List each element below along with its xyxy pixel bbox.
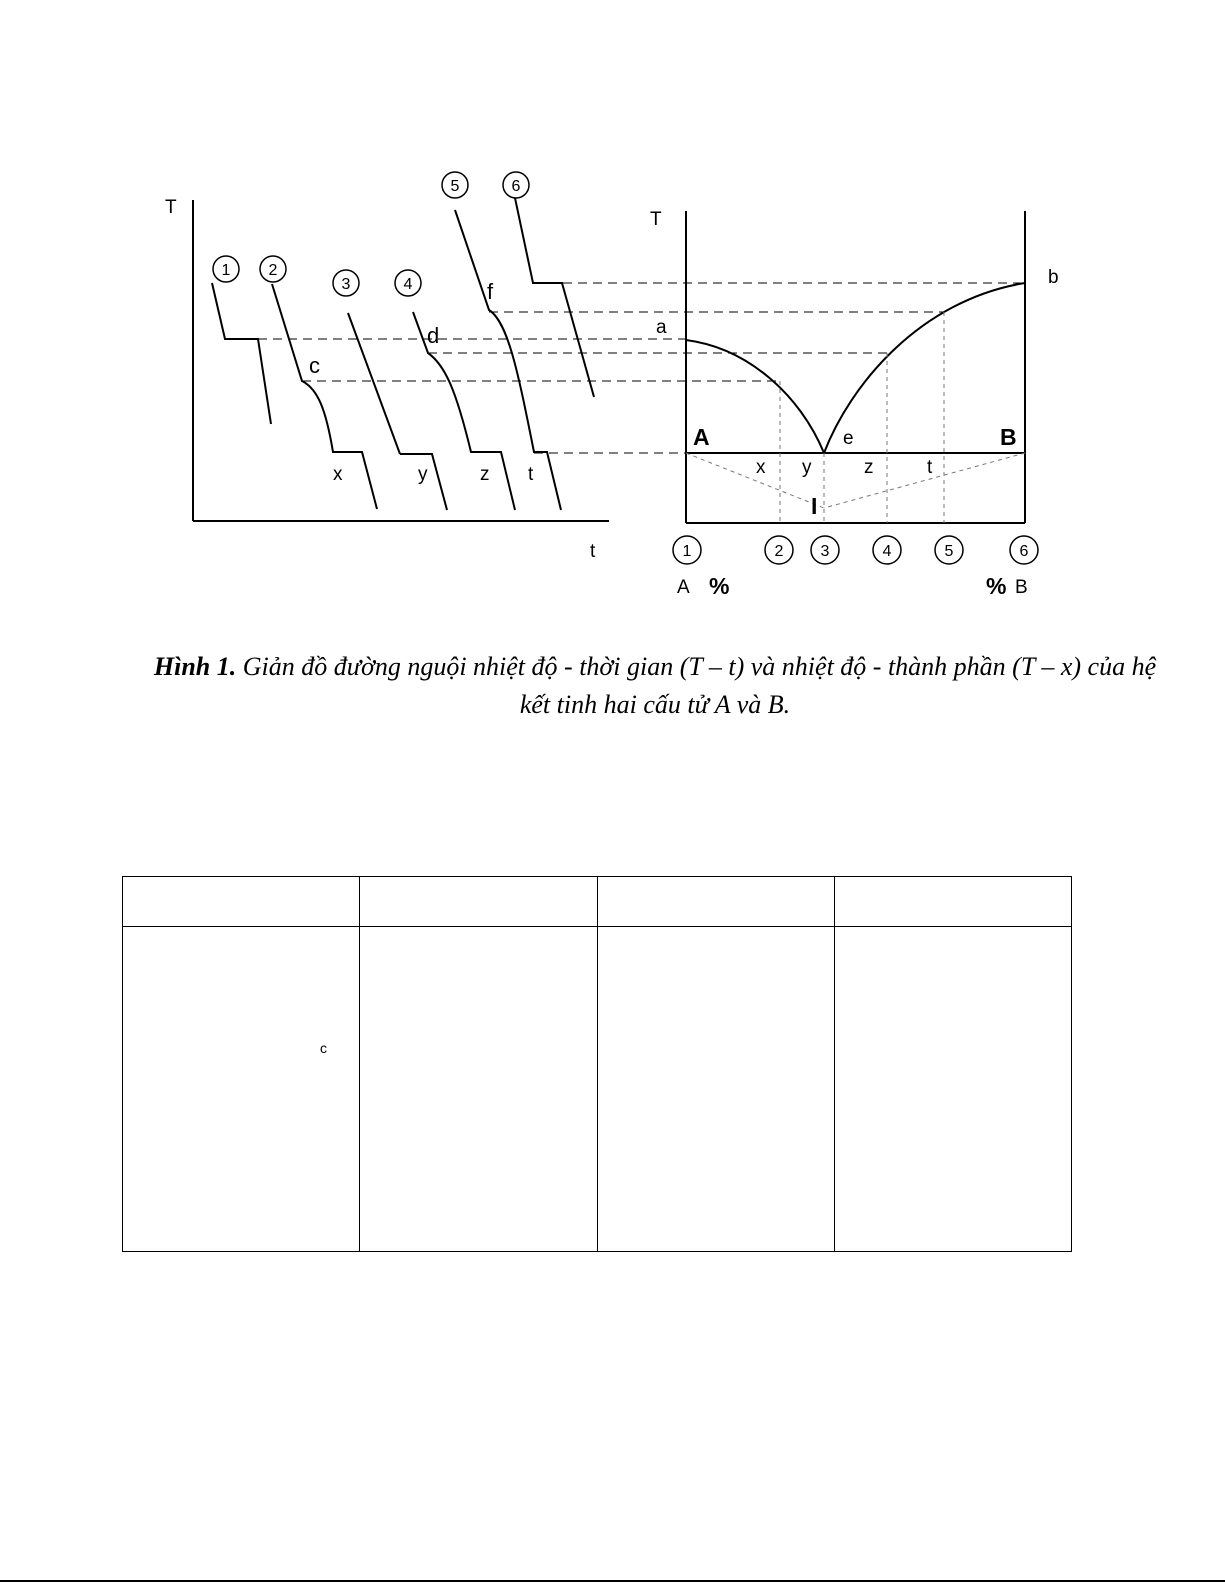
composition-number-4: [873, 536, 901, 564]
curve-number-5: [442, 172, 468, 198]
right-plateau-label-x: x: [756, 457, 766, 478]
cooling-curve-2: [272, 284, 377, 509]
page-bottom-rule: [0, 1580, 1225, 1582]
svg-text:2: 2: [268, 262, 278, 279]
caption-label: Hình 1.: [153, 652, 237, 681]
right-plateau-label-z: z: [864, 457, 874, 478]
cooling-curve-1: [212, 283, 271, 424]
table-cell: [834, 877, 1071, 927]
phase-diagram-figure: [0, 0, 1225, 640]
bottom-left-component: A: [677, 577, 690, 598]
composition-number-markers: [673, 536, 1038, 564]
left-x-axis-label: t: [590, 541, 596, 562]
right-plateau-label-t: t: [927, 457, 933, 478]
table-cell: [597, 927, 834, 1252]
table-header-row: [123, 877, 1072, 927]
composition-number-6: [1010, 536, 1038, 564]
bottom-right-component: B: [1015, 577, 1028, 598]
liquidus-curve-b-e: [824, 283, 1025, 453]
svg-text:3: 3: [341, 276, 351, 293]
empty-table: [122, 876, 1072, 1252]
curve-number-3: [333, 270, 359, 296]
curve-number-2: [260, 256, 286, 282]
curve-number-4: [395, 270, 421, 296]
svg-text:1: 1: [221, 262, 231, 279]
figure-caption: [150, 648, 1160, 724]
table-cell: [123, 927, 360, 1252]
svg-text:5: 5: [944, 543, 954, 560]
svg-text:3: 3: [820, 543, 830, 560]
table-cell: [360, 927, 597, 1252]
right-y-axis-label: T: [650, 209, 662, 230]
svg-text:6: 6: [511, 178, 521, 195]
table-row: [123, 927, 1072, 1252]
triangle-vertex-label: I: [811, 493, 818, 519]
left-y-axis-label: T: [165, 197, 177, 218]
phase-diagram-plot: [686, 211, 1025, 523]
svg-text:4: 4: [882, 543, 892, 560]
composition-number-3: [811, 536, 839, 564]
left-plateau-label-t: t: [528, 464, 534, 485]
cooling-curve-6: [515, 198, 594, 397]
component-label-B: B: [1000, 424, 1017, 450]
svg-text:6: 6: [1019, 543, 1029, 560]
table-cell: [123, 877, 360, 927]
component-label-A: A: [693, 424, 710, 450]
composition-number-1: [673, 536, 701, 564]
left-plateau-label-y: y: [418, 464, 428, 485]
bottom-right-percent: %: [986, 573, 1007, 599]
right-plateau-label-y: y: [802, 457, 812, 478]
svg-text:2: 2: [774, 543, 784, 560]
curve-number-6: [503, 172, 529, 198]
curve-number-1: [213, 256, 239, 282]
curve-number-markers: [213, 172, 529, 296]
svg-text:5: 5: [450, 178, 460, 195]
cooling-curve-5: [455, 210, 561, 510]
cooling-curves-plot: [193, 198, 609, 521]
point-label-f: f: [487, 279, 494, 304]
composition-number-5: [935, 536, 963, 564]
composition-number-2: [765, 536, 793, 564]
composition-guides: [686, 312, 1025, 523]
caption-text: Giản đồ đường nguội nhiệt độ - thời gian (T – t) và nhiệt độ - thành phần (T – x) của hệ kết tinh hai cấu tử A và B.: [236, 652, 1157, 719]
svg-text:1: 1: [682, 543, 692, 560]
table-cell: [597, 877, 834, 927]
eutectic-point-label: e: [843, 428, 854, 449]
table-cell: [834, 927, 1071, 1252]
point-label-d: d: [427, 323, 440, 348]
table-cell: [360, 877, 597, 927]
cooling-curve-3: [348, 313, 400, 454]
svg-text:4: 4: [403, 276, 413, 293]
bottom-left-percent: %: [709, 573, 730, 599]
cell-mark: c: [320, 1040, 327, 1056]
left-plateau-label-x: x: [333, 464, 343, 485]
connector-dashed-lines: [258, 283, 1025, 453]
melting-point-label-a: a: [656, 317, 667, 338]
melting-point-label-b: b: [1048, 267, 1059, 288]
left-plateau-label-z: z: [480, 464, 490, 485]
point-label-c: c: [309, 353, 320, 378]
